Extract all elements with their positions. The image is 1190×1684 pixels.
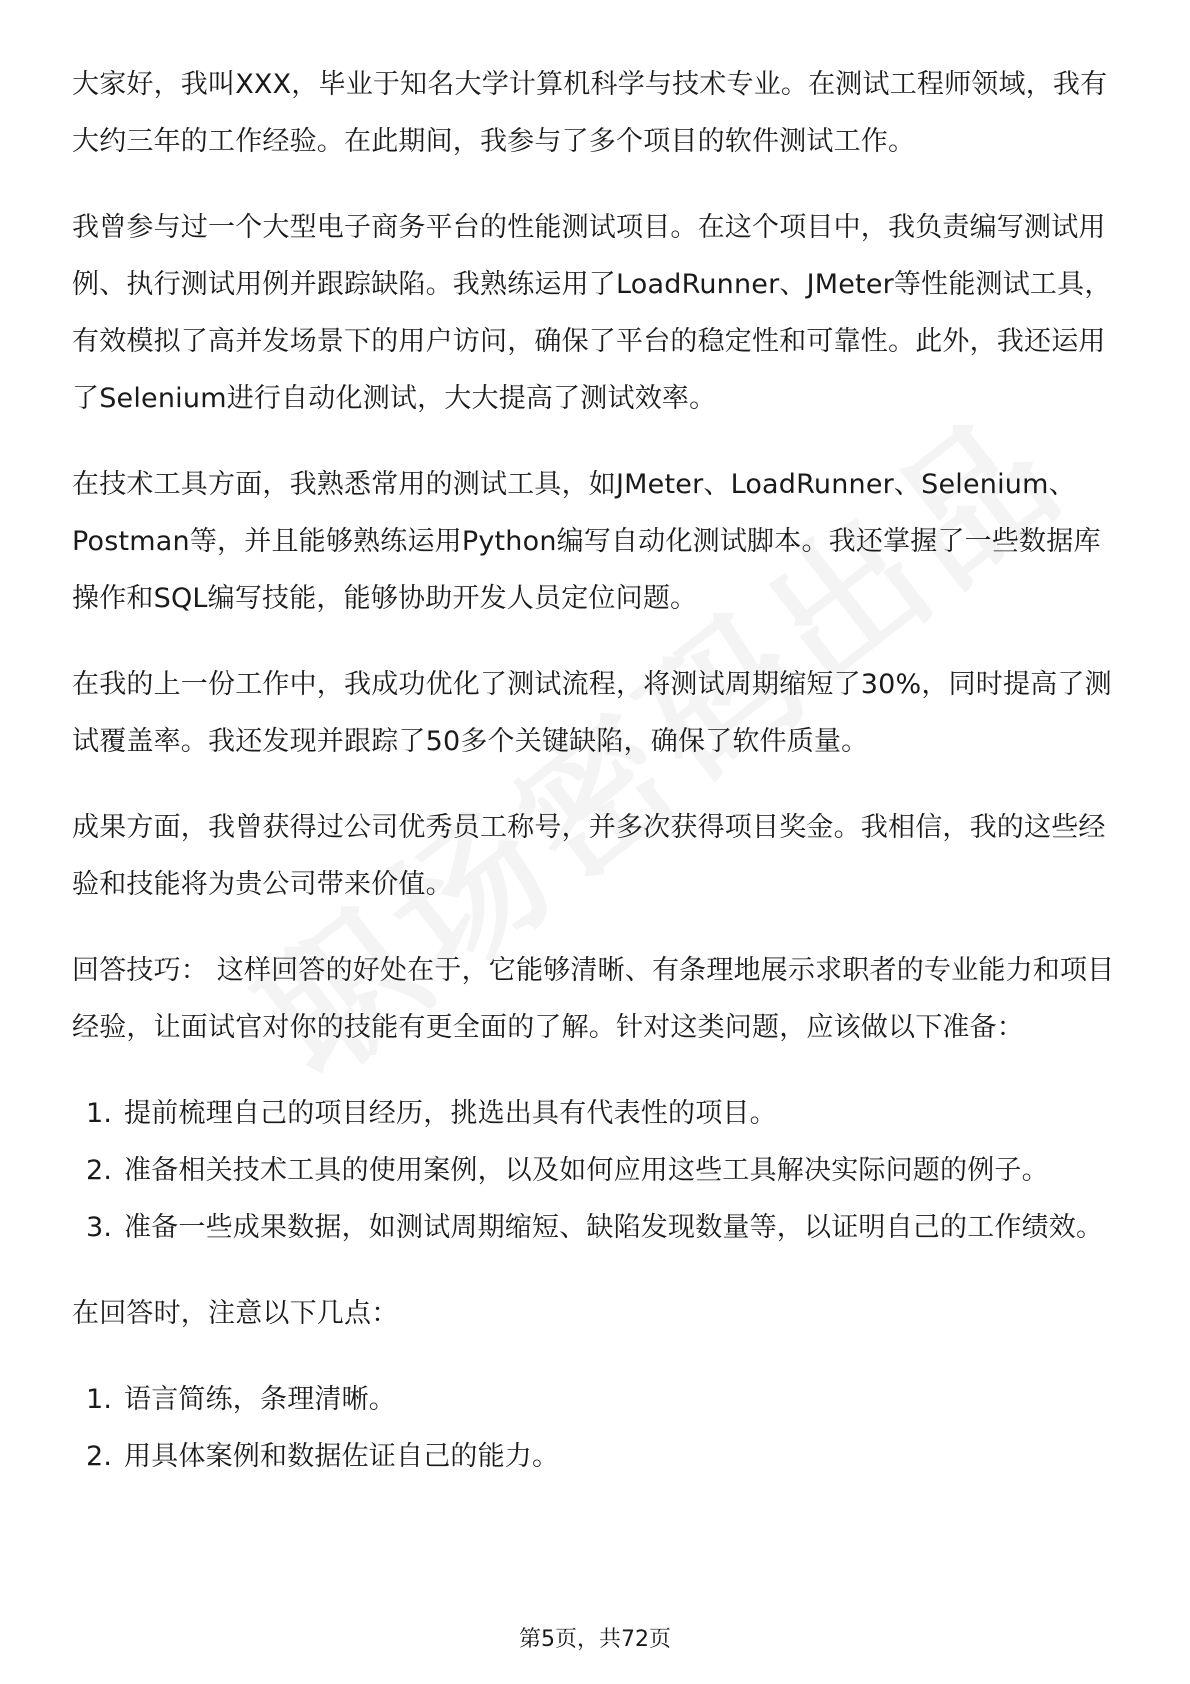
paragraph-achievements: 成果方面，我曾获得过公司优秀员工称号，并多次获得项目奖金。我相信，我的这些经验和技能将为贵公司带来价值。 <box>72 812 1106 900</box>
page-footer: 第5页，共72页 <box>519 1627 671 1652</box>
list-item-text: 提前梳理自己的项目经历，挑选出具有代表性的项目。 <box>124 1098 777 1129</box>
list-item-number: 2. <box>86 1155 113 1186</box>
list-item-number: 1. <box>86 1098 113 1129</box>
list-item <box>72 1085 1122 1142</box>
list-item-text: 语言简练，条理清晰。 <box>124 1384 396 1415</box>
list-item <box>72 1199 1122 1256</box>
list-item-number: 1. <box>86 1384 113 1415</box>
list-item <box>72 1428 1122 1485</box>
preparation-list <box>72 1085 1122 1256</box>
paragraph-previous-job: 在我的上一份工作中，我成功优化了测试流程，将测试周期缩短了30%，同时提高了测试覆盖率。我还发现并跟踪了50多个关键缺陷，确保了软件质量。 <box>72 669 1112 757</box>
list-item-text: 用具体案例和数据佐证自己的能力。 <box>124 1441 560 1472</box>
list-item-text: 准备相关技术工具的使用案例，以及如何应用这些工具解决实际问题的例子。 <box>124 1155 1049 1186</box>
paragraph-project-experience: 我曾参与过一个大型电子商务平台的性能测试项目。在这个项目中，我负责编写测试用例、执行测试用例并跟踪缺陷。我熟练运用了LoadRunner、JMeter等性能测试工具，有效模拟了高并发场景下的用户访问，确保了平台的稳定性和可靠性。此外，我还运用了Selenium进行自动化测试，大大提高了测试效率。 <box>72 212 1112 414</box>
paragraph-tools: 在技术工具方面，我熟悉常用的测试工具，如JMeter、LoadRunner、Selenium、Postman等，并且能够熟练运用Python编写自动化测试脚本。我还掌握了一些数据库操作和SQL编写技能，能够协助开发人员定位问题。 <box>72 469 1101 614</box>
list-item-number: 3. <box>86 1212 113 1243</box>
list-item <box>72 1142 1122 1199</box>
paragraph-answer-tips: 回答技巧： 这样回答的好处在于，它能够清晰、有条理地展示求职者的专业能力和项目经验，让面试官对你的技能有更全面的了解。针对这类问题，应该做以下准备： <box>72 955 1115 1043</box>
notes-list <box>72 1371 1122 1485</box>
document-body <box>72 56 1122 1514</box>
list-item-number: 2. <box>86 1441 113 1472</box>
list-item-text: 准备一些成果数据，如测试周期缩短、缺陷发现数量等，以证明自己的工作绩效。 <box>124 1212 1104 1243</box>
list-item <box>72 1371 1122 1428</box>
paragraph-notes-intro: 在回答时，注意以下几点： <box>72 1298 399 1329</box>
paragraph-intro: 大家好，我叫XXX，毕业于知名大学计算机科学与技术专业。在测试工程师领域，我有大约三年的工作经验。在此期间，我参与了多个项目的软件测试工作。 <box>72 69 1108 157</box>
